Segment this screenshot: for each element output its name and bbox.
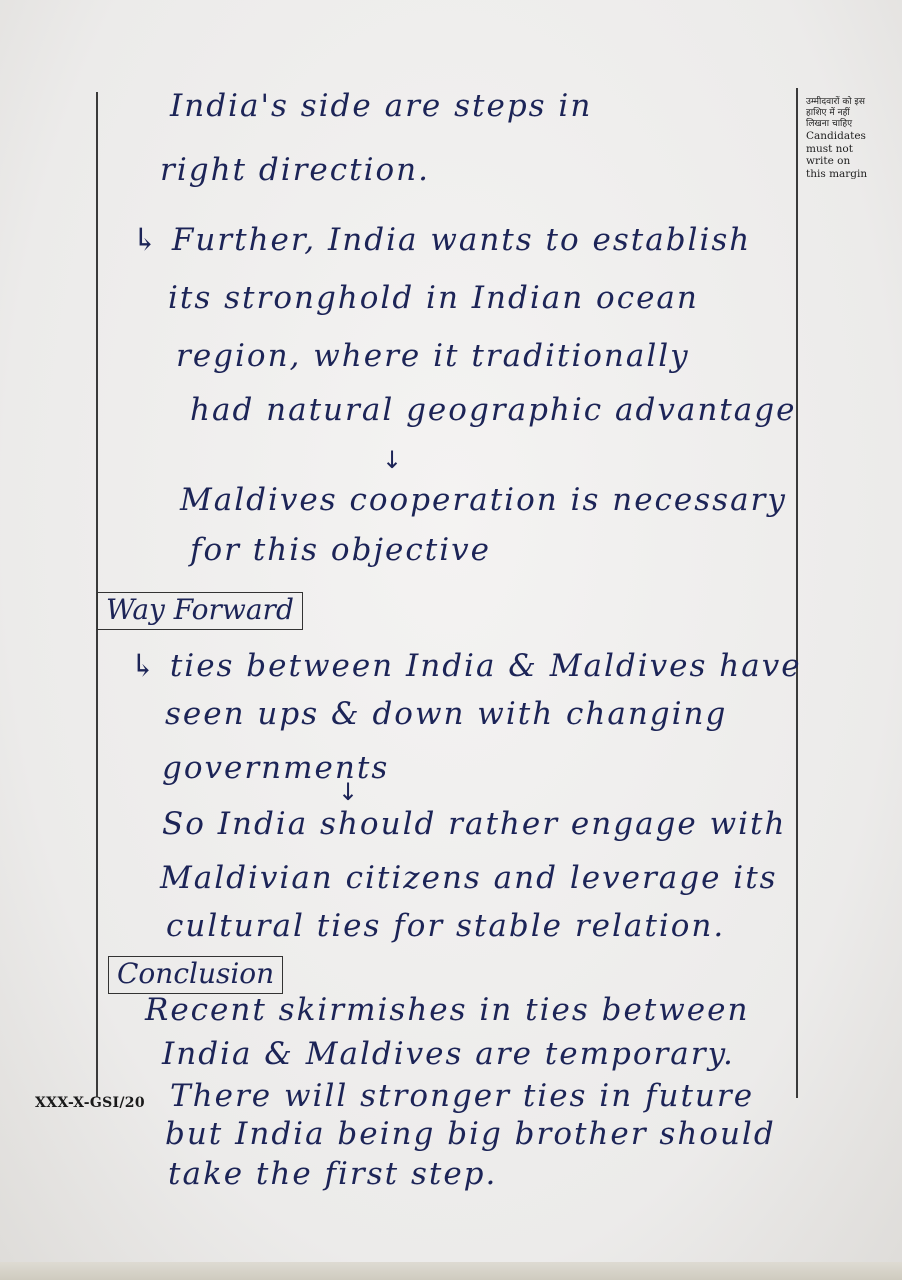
answer-line: governments bbox=[162, 750, 390, 786]
margin-warning-english-4: this margin bbox=[806, 167, 868, 180]
answer-line: ↳ ties between India & Maldives have bbox=[130, 648, 802, 684]
down-arrow-icon: ↓ bbox=[338, 778, 359, 806]
answer-line: right direction. bbox=[160, 152, 430, 188]
answer-line: There will stronger ties in future bbox=[170, 1078, 755, 1114]
margin-warning-english-2: must not bbox=[806, 142, 853, 155]
answer-line: for this objective bbox=[190, 532, 491, 568]
answer-line: India & Maldives are temporary. bbox=[162, 1036, 735, 1072]
right-margin-rule bbox=[796, 88, 798, 1098]
answer-sheet-code: XXX-X-GSI/20 bbox=[35, 1095, 145, 1111]
answer-line: So India should rather engage with bbox=[162, 806, 787, 842]
answer-line: Maldivian citizens and leverage its bbox=[160, 860, 778, 896]
answer-line: seen ups & down with changing bbox=[165, 696, 728, 732]
margin-warning bbox=[806, 97, 896, 180]
margin-warning-english-1: Candidates bbox=[806, 130, 866, 142]
answer-line: had natural geographic advantage bbox=[190, 392, 797, 428]
answer-line: region, where it traditionally bbox=[176, 338, 690, 374]
answer-line: ↳ Further, India wants to establish bbox=[132, 222, 752, 258]
margin-warning-hindi-1: उम्मीदवारों को इस bbox=[806, 97, 865, 107]
down-arrow-icon: ↓ bbox=[382, 446, 403, 474]
answer-line: Maldives cooperation is necessary bbox=[180, 482, 787, 518]
margin-warning-hindi-2: हाशिए में नहीं bbox=[806, 108, 850, 118]
answer-line: India's side are steps in bbox=[170, 88, 593, 124]
answer-line: cultural ties for stable relation. bbox=[166, 908, 726, 944]
answer-line: but India being big brother should bbox=[165, 1116, 776, 1152]
margin-warning-english-3: write on bbox=[806, 155, 851, 167]
answer-line: its stronghold in Indian ocean bbox=[168, 280, 699, 316]
answer-line: Recent skirmishes in ties between bbox=[145, 992, 750, 1028]
margin-warning-hindi-3: लिखना चाहिए bbox=[806, 119, 853, 129]
heading-conclusion: Conclusion bbox=[108, 956, 283, 994]
heading-way-forward: Way Forward bbox=[97, 592, 303, 630]
answer-line: take the first step. bbox=[168, 1156, 498, 1192]
page-edge bbox=[0, 1262, 902, 1280]
